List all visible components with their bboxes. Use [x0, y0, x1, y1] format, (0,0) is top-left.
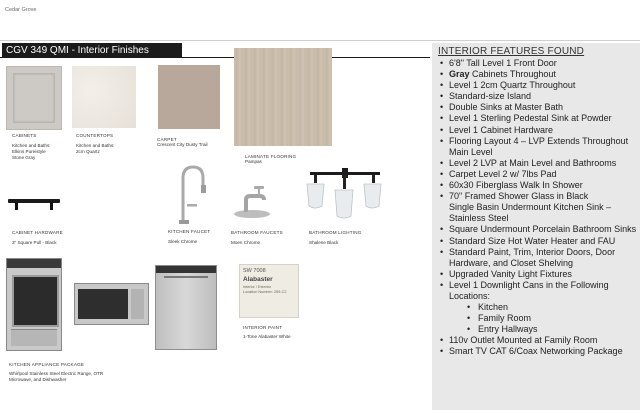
kitchen-faucet-label: KITCHEN FAUCET [168, 229, 211, 234]
laminate-label: LAMINATE FLOORING [245, 154, 297, 159]
features-title: INTERIOR FEATURES FOUND [438, 46, 585, 57]
feature-item: • Standard Paint, Trim, Interior Doors, Door Hardware, and Closet Shelving [438, 247, 638, 269]
feature-item: • Flooring Layout 4 – LVP Extends Throughout Main Level [438, 136, 638, 158]
appliances-label: KITCHEN APPLIANCE PACKAGE [9, 362, 85, 367]
page-title: CGV 349 QMI - Interior Finishes [2, 43, 182, 58]
bathroom-faucets-desc: Moen Chrome [231, 240, 261, 245]
dishwasher-image [155, 265, 217, 350]
feature-item: • 60x30 Fiberglass Walk In Shower [438, 180, 638, 191]
feature-item: • Standard-size Island [438, 91, 638, 102]
paint-line2: Location Number: 259-C2 [243, 290, 287, 294]
feature-item: • Level 1 2cm Quartz Throughout [438, 80, 638, 91]
feature-item: • Gray Cabinets Throughout [438, 69, 638, 80]
feature-item: • Level 2 LVP at Main Level and Bathrooms [438, 158, 638, 169]
carpet-label: CARPET [157, 137, 177, 142]
kitchen-faucet-desc: Sleek Chrome [168, 239, 198, 244]
laminate-desc: Pampas [245, 159, 262, 164]
range-image [6, 258, 62, 351]
bathroom-lighting-desc: Shalene Black [309, 240, 339, 245]
paint-label: INTERIOR PAINT [243, 325, 283, 330]
countertops-desc: Kitchen and Baths: 2cm Quartz [76, 143, 115, 154]
feature-subitem: • Kitchen [438, 302, 638, 313]
bathroom-lighting-label: BATHROOM LIGHTING [309, 230, 362, 235]
carpet-desc: Crescent City Dusty Trail [157, 142, 208, 147]
feature-item: • Square Undermount Porcelain Bathroom Sinks [438, 224, 638, 235]
appliances-desc: Whirlpool Stainless Steel Electric Range, OTR Microwave, and Dishwasher [9, 371, 104, 382]
feature-item: • Level 1 Downlight Cans in the Following Locations: [438, 280, 638, 302]
feature-item: • 110v Outlet Mounted at Family Room [438, 335, 638, 346]
feature-subitem: • Family Room [438, 313, 638, 324]
paint-desc: 1-Tone Alabaster White [243, 334, 291, 339]
feature-item: • Upgraded Vanity Light Fixtures [438, 269, 638, 280]
feature-item: • Carpet Level 2 w/ 7lbs Pad [438, 169, 638, 180]
cabinet-hardware-desc: 3" Square Pull - Black [12, 240, 57, 245]
countertops-label: COUNTERTOPS [76, 133, 114, 138]
feature-item: • 70" Framed Shower Glass in Black [438, 191, 638, 202]
cabinet-pull-image [6, 190, 62, 216]
feature-item: • Double Sinks at Master Bath [438, 102, 638, 113]
carpet-swatch [158, 65, 220, 129]
header-divider [0, 40, 640, 41]
feature-subitem: • Entry Hallways [438, 324, 638, 335]
brand-name: Cedar Grove [5, 7, 37, 13]
paint-code: SW 7008 [243, 268, 266, 274]
vanity-light-image [302, 166, 388, 226]
feature-item: • Standard Size Hot Water Heater and FAU [438, 236, 638, 247]
cabinet-hardware-label: CABINET HARDWARE [12, 230, 63, 235]
feature-item: • 6'8" Tall Level 1 Front Door [438, 58, 638, 69]
paint-line1: Interior / Exterior [243, 285, 272, 289]
paint-name: Alabaster [243, 276, 273, 283]
feature-item: • Smart TV CAT 6/Coax Networking Package [438, 346, 638, 357]
paint-swatch-card [239, 264, 299, 318]
title-underline [0, 57, 430, 58]
cabinets-swatch [6, 66, 62, 130]
countertops-swatch [72, 66, 136, 128]
bathroom-faucets-label: BATHROOM FAUCETS [231, 230, 283, 235]
feature-item: Single Basin Undermount Kitchen Sink – Stainless Steel [449, 202, 612, 224]
cabinets-label: CABINETS [12, 133, 37, 138]
bathroom-faucet-image [232, 184, 272, 220]
features-list [438, 58, 638, 358]
kitchen-faucet-image [173, 164, 209, 226]
feature-item: • Level 1 Cabinet Hardware [438, 125, 638, 136]
feature-item: • Level 1 Sterling Pedestal Sink at Powder [438, 113, 638, 124]
cabinets-desc: Kitchen and Baths: Elkins Pureistyle Stone Gray [12, 143, 51, 160]
microwave-image [74, 283, 149, 325]
laminate-swatch [234, 48, 332, 146]
